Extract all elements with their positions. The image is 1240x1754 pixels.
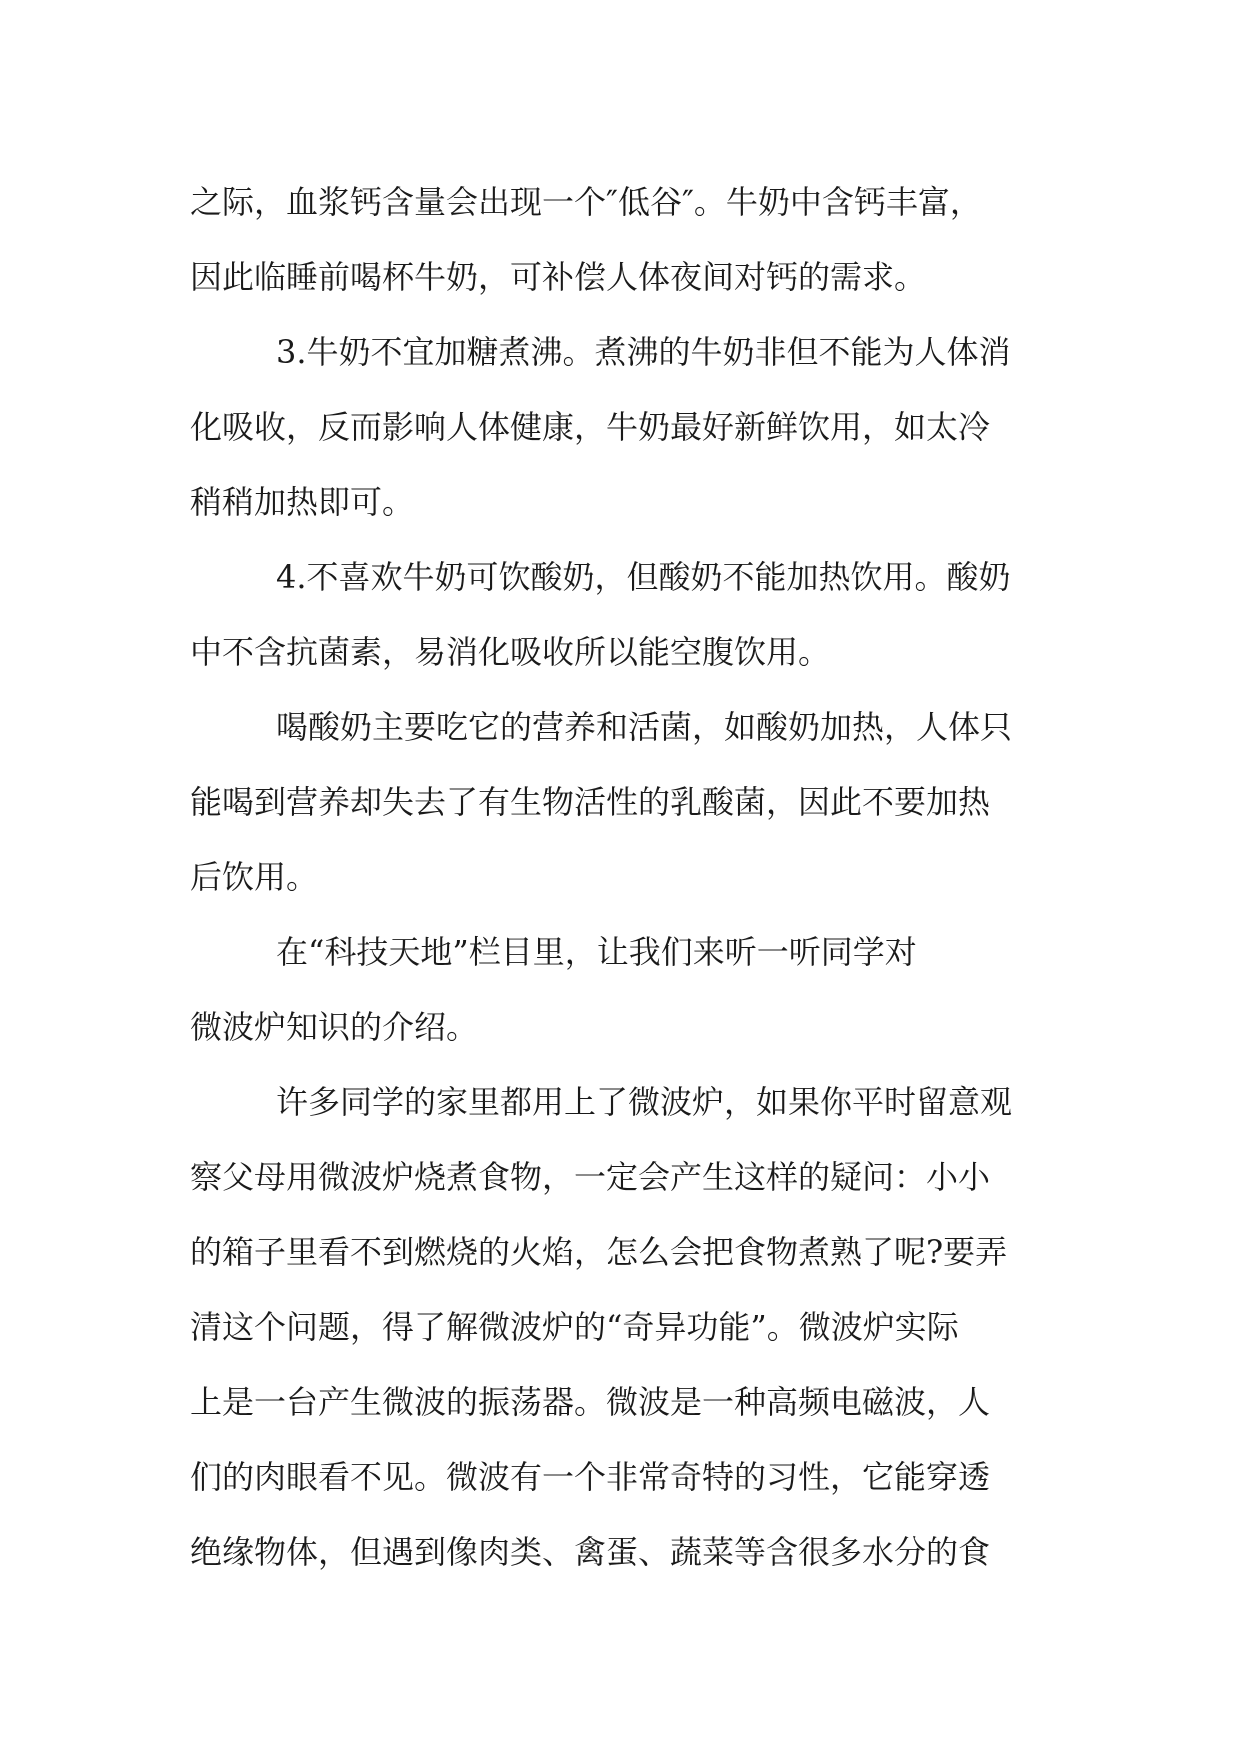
- text-line: 上是一台产生微波的振荡器。微波是一种高频电磁波，人: [190, 1383, 991, 1421]
- text-line: 察父母用微波炉烧煮食物，一定会产生这样的疑问：小小: [190, 1158, 991, 1196]
- text-line: 的箱子里看不到燃烧的火焰，怎么会把食物煮熟了呢?要弄: [190, 1233, 1008, 1271]
- text-line: 中不含抗菌素，易消化吸收所以能空腹饮用。: [190, 633, 831, 671]
- text-line: 清这个问题，得了解微波炉的“奇异功能”。微波炉实际: [190, 1308, 959, 1346]
- document-page: [190, 165, 1060, 1590]
- text-fragment: 同学对: [820, 933, 917, 971]
- paragraph-start-line: 许多同学的家里都用上了微波炉，如果你平时留意观: [276, 1083, 1013, 1121]
- text-line: 因此临睡前喝杯牛奶，可补偿人体夜间对钙的需求。: [190, 258, 927, 296]
- text-line: 之际，血浆钙含量会出现一个″低谷″。牛奶中含钙丰富，: [190, 183, 982, 221]
- text-line: 绝缘物体，但遇到像肉类、禽蛋、蔬菜等含很多水分的食: [190, 1533, 991, 1571]
- text-fragment: 在“科技天地”栏目里，让我们来听一听: [276, 933, 821, 971]
- text-line: 后饮用。: [190, 858, 319, 896]
- text-line: 微波炉知识的介绍。: [190, 1008, 479, 1046]
- text-line: 稍稍加热即可。: [190, 483, 415, 521]
- paragraph-start-line: 4.不喜欢牛奶可饮酸奶，但酸奶不能加热饮用。酸奶: [276, 558, 1011, 596]
- text-line: 能喝到营养却失去了有生物活性的乳酸菌，因此不要加热: [190, 783, 991, 821]
- text-line: 们的肉眼看不见。微波有一个非常奇特的习性，它能穿透: [190, 1458, 991, 1496]
- text-line: 化吸收，反而影响人体健康，牛奶最好新鲜饮用，如太冷: [190, 408, 991, 446]
- paragraph-start-line: 喝酸奶主要吃它的营养和活菌，如酸奶加热，人体只: [276, 708, 1013, 746]
- paragraph-start-line: 3.牛奶不宜加糖煮沸。煮沸的牛奶非但不能为人体消: [276, 333, 1011, 371]
- paragraph-start-line: [190, 915, 1060, 990]
